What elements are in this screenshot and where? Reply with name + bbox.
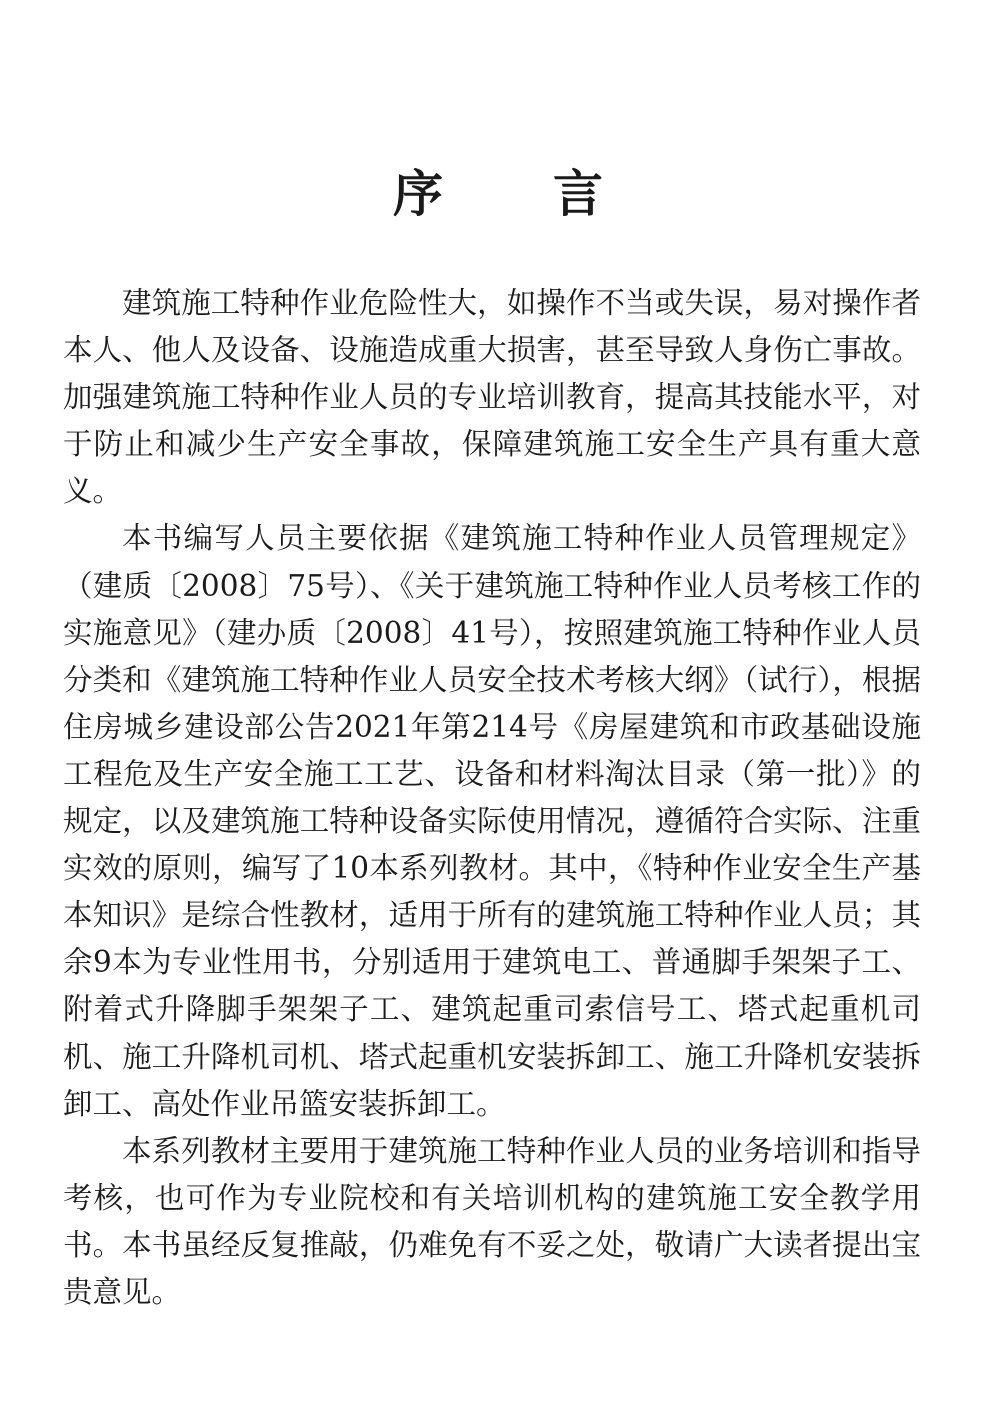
title-char-1: 序 [393,163,443,223]
paragraph-1: 建筑施工特种作业危险性大，如操作不当或失误，易对操作者本人、他人及设备、设施造成重大损害，甚至导致人身伤亡事故。加强建筑施工特种作业人员的专业培训教育，提高其技能水平，对于防止和减少生产安全事故，保障建筑施工安全生产具有重大意义。 [63,286,921,509]
paragraph-3: 本系列教材主要用于建筑施工特种作业人员的业务培训和指导考核，也可作为专业院校和有关培训机构的建筑施工安全教学用书。本书虽经反复推敲，仍难免有不妥之处，敬请广大读者提出宝贵意见。 [63,1133,921,1309]
paragraph-2: 本书编写人员主要依据《建筑施工特种作业人员管理规定》（建质〔2008〕75号）、《关于建筑施工特种作业人员考核工作的实施意见》（建办质〔2008〕41号），按照建筑施工特种作业人员分类和《建筑施工特种作业人员安全技术考核大纲》（试行），根据住房城乡建设部公告2021年第214号《房屋建筑和市政基础设施工程危及生产安全施工工艺、设备和材料淘汰目录（第一批）》的规定，以及建筑施工特种设备实际使用情况，遵循符合实际、注重实效的原则，编写了10本系列教材。其中，《特种作业安全生产基本知识》是综合性教材，适用于所有的建筑施工特种作业人员；其余9本为专业性用书，分别适用于建筑电工、普通脚手架架子工、附着式升降脚手架架子工、建筑起重司索信号工、塔式起重机司机、施工升降机司机、塔式起重机安装拆卸工、施工升降机安装拆卸工、高处作业吊篮安装拆卸工。 [63,521,921,1121]
page-title [0,162,996,226]
preface-body [63,280,921,1316]
title-char-2: 言 [553,163,603,223]
